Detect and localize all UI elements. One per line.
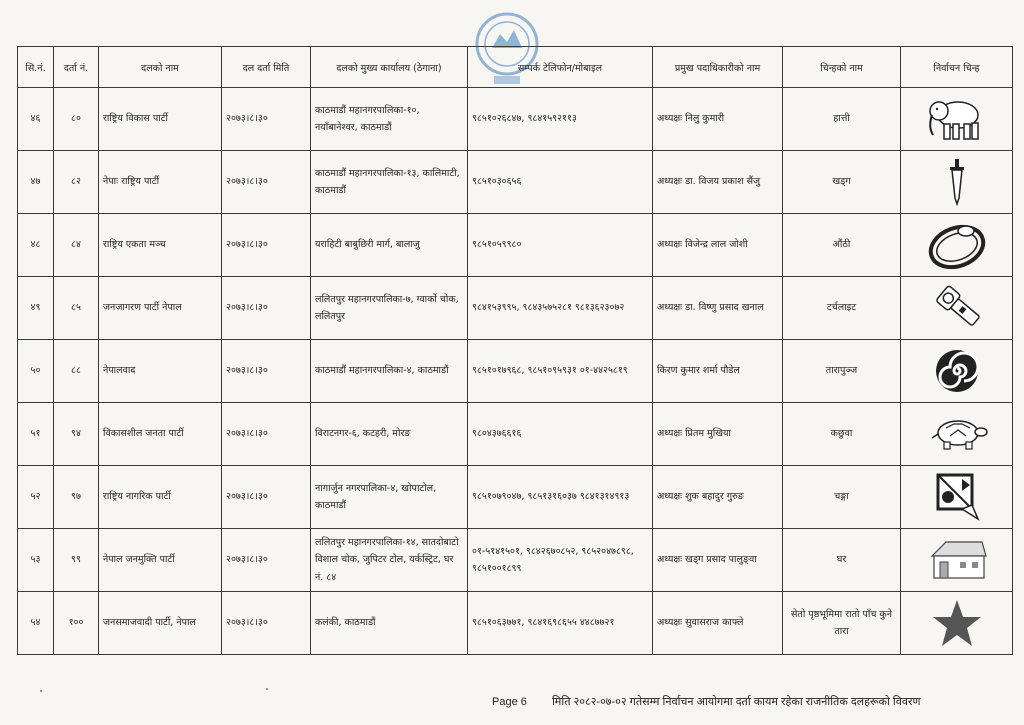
reg-date-cell: २०७३।८।३० [222, 340, 311, 403]
contact-cell: ९८४१५३९९५, ९८४३५७५२८१ ९८१३६२३०७२ [468, 277, 653, 340]
header-serial: सि.नं. [18, 47, 54, 88]
header-party-name: दलको नाम [99, 47, 222, 88]
page-footer [492, 694, 942, 709]
symbol-cell [901, 466, 1013, 529]
head-cell: अध्यक्षः शुक बहादुर गुरुङ [653, 466, 783, 529]
kite-icon [924, 471, 990, 523]
reg-no-cell: ८२ [54, 151, 99, 214]
table-row [18, 403, 1013, 466]
serial-cell: ४९ [18, 277, 54, 340]
contact-cell: ९८५१०७९०४७, ९८५१३१६०३७ ९८४१३१४९१३ [468, 466, 653, 529]
reg-no-cell: १०० [54, 592, 99, 655]
turtle-icon [924, 408, 990, 460]
table-row [18, 529, 1013, 592]
office-cell: ललितपुर महानगरपालिका-७, ग्वार्को चोक, ललितपुर [311, 277, 468, 340]
reg-no-cell: ९९ [54, 529, 99, 592]
party-name-cell: राष्ट्रिय विकास पार्टी [99, 88, 222, 151]
header-office: दलको मुख्य कार्यालय (ठेगाना) [311, 47, 468, 88]
contact-cell: ९८५१०२६८४७, ९८४१५९२११३ [468, 88, 653, 151]
header-head: प्रमुख पदाधिकारीको नाम [653, 47, 783, 88]
symbol-name-cell: हात्ती [783, 88, 901, 151]
symbol-name-cell: तारापुञ्ज [783, 340, 901, 403]
symbol-cell [901, 88, 1013, 151]
party-name-cell: नेपाल जनमुक्ति पार्टी [99, 529, 222, 592]
symbol-name-cell: औंठी [783, 214, 901, 277]
office-cell: कलंकी, काठमाडौं [311, 592, 468, 655]
serial-cell: ४८ [18, 214, 54, 277]
reg-date-cell: २०७३।८।३० [222, 277, 311, 340]
header-symbol: निर्वाचन चिन्ह [901, 47, 1013, 88]
symbol-name-cell: चङ्गा [783, 466, 901, 529]
reg-date-cell: २०७३।८।३० [222, 214, 311, 277]
party-name-cell: नेपालवाद [99, 340, 222, 403]
party-name-cell: विकासशील जनता पार्टी [99, 403, 222, 466]
serial-cell: ५४ [18, 592, 54, 655]
page-number: Page 6 [492, 696, 527, 708]
head-cell: अध्यक्षः निलु कुमारी [653, 88, 783, 151]
contact-cell: ९८५१०१७९६८, ९८५१०९५९३१ ०१-४४२५८१९ [468, 340, 653, 403]
header-reg-date: दल दर्ता मिति [222, 47, 311, 88]
reg-no-cell: ८५ [54, 277, 99, 340]
head-cell: अध्यक्षः विजेन्द्र लाल जोशी [653, 214, 783, 277]
head-cell: किरण कुमार शर्मा पौडेल [653, 340, 783, 403]
reg-no-cell: ९७ [54, 466, 99, 529]
house-icon [924, 534, 990, 586]
ring-icon [924, 219, 990, 271]
header-reg-no: दर्ता नं. [54, 47, 99, 88]
table-row [18, 151, 1013, 214]
table-row [18, 277, 1013, 340]
reg-date-cell: २०७३।८।३० [222, 466, 311, 529]
contact-cell: ०१-५१४१५०१, ९८४२६७०८५२, ९८५२०४७८९८, ९८५१००१८९९ [468, 529, 653, 592]
symbol-cell [901, 151, 1013, 214]
reg-date-cell: २०७३।८।३० [222, 151, 311, 214]
table-header-row [18, 47, 1013, 88]
serial-cell: ५० [18, 340, 54, 403]
serial-cell: ५३ [18, 529, 54, 592]
symbol-cell [901, 592, 1013, 655]
head-cell: अध्यक्षः प्रितम मुखिया [653, 403, 783, 466]
office-cell: यराहिटी बाबुछिरी मार्ग, बालाजु [311, 214, 468, 277]
reg-no-cell: ८८ [54, 340, 99, 403]
star-icon [924, 597, 990, 649]
table-row [18, 466, 1013, 529]
contact-cell: ९८५१०६३७७१, ९८४१६९८६५५ ४४८७७२१ [468, 592, 653, 655]
symbol-name-cell: कछुवा [783, 403, 901, 466]
reg-date-cell: २०७३।८।३० [222, 88, 311, 151]
contact-cell: ९८०४३७६६१६ [468, 403, 653, 466]
office-cell: काठमाडौं महानगरपालिका-१०, नयाँबानेश्वर, काठमाडौं [311, 88, 468, 151]
contact-cell: ९८५१०३०६५६ [468, 151, 653, 214]
scan-speck [40, 690, 42, 692]
symbol-name-cell: खड्ग [783, 151, 901, 214]
table-row [18, 340, 1013, 403]
serial-cell: ५१ [18, 403, 54, 466]
serial-cell: ५२ [18, 466, 54, 529]
head-cell: अध्यक्षः डा. विष्णु प्रसाद खनाल [653, 277, 783, 340]
head-cell: अध्यक्षः सुवासराज काफ्ले [653, 592, 783, 655]
serial-cell: ४६ [18, 88, 54, 151]
elephant-icon [924, 93, 990, 145]
symbol-cell [901, 403, 1013, 466]
symbol-cell [901, 277, 1013, 340]
head-cell: अध्यक्षः खड्ग प्रसाद पालुङ्वा [653, 529, 783, 592]
reg-date-cell: २०७३।८।३० [222, 592, 311, 655]
reg-no-cell: ८० [54, 88, 99, 151]
symbol-name-cell: टर्चलाइट [783, 277, 901, 340]
symbol-name-cell: घर [783, 529, 901, 592]
table-row [18, 88, 1013, 151]
party-register-table [17, 46, 1013, 655]
party-name-cell: जनजागरण पार्टी नेपाल [99, 277, 222, 340]
table-row [18, 592, 1013, 655]
header-contact: सम्पर्क टेलिफोन/मोबाइल [468, 47, 653, 88]
party-name-cell: राष्ट्रिय नागरिक पार्टी [99, 466, 222, 529]
sword-icon [924, 156, 990, 208]
footer-note: मिति २०८२-०७-०२ गतेसम्म निर्वाचन आयोगमा दर्ता कायम रहेका राजनीतिक दलहरूको विवरण [551, 696, 921, 708]
office-cell: नागार्जुन नगरपालिका-४, खोपाटोल, काठमाडौं [311, 466, 468, 529]
contact-cell: ९८५१०५९९८० [468, 214, 653, 277]
reg-no-cell: ९४ [54, 403, 99, 466]
scan-speck [266, 688, 268, 690]
reg-date-cell: २०७३।८।३० [222, 403, 311, 466]
symbol-cell [901, 340, 1013, 403]
torchlight-icon [924, 282, 990, 334]
party-name-cell: राष्ट्रिय एकता मञ्च [99, 214, 222, 277]
office-cell: ललितपुर महानगरपालिका-१४, सातदोबाटो विशाल चोक, जुपिटर टोल, यर्कस्ट्रिट, घर नं. ८४ [311, 529, 468, 592]
table-row [18, 214, 1013, 277]
party-name-cell: जनसमाजवादी पार्टी, नेपाल [99, 592, 222, 655]
head-cell: अध्यक्षः डा. विजय प्रकाश सैंजु [653, 151, 783, 214]
office-cell: काठमाडौं महानगरपालिका-४, काठमाडौं [311, 340, 468, 403]
symbol-name-cell: सेतो पृष्ठभूमिमा रातो पाँच कुने तारा [783, 592, 901, 655]
header-symbol-name: चिन्हको नाम [783, 47, 901, 88]
office-cell: विराटनगर-६, कटहरी, मोरङ [311, 403, 468, 466]
party-name-cell: नेपाः राष्ट्रिय पार्टी [99, 151, 222, 214]
office-cell: काठमाडौं महानगरपालिका-१३, कालिमाटी, काठमाडौं [311, 151, 468, 214]
symbol-cell [901, 529, 1013, 592]
reg-no-cell: ८४ [54, 214, 99, 277]
symbol-cell [901, 214, 1013, 277]
reg-date-cell: २०७३।८।३० [222, 529, 311, 592]
serial-cell: ४७ [18, 151, 54, 214]
spiral-icon [924, 345, 990, 397]
